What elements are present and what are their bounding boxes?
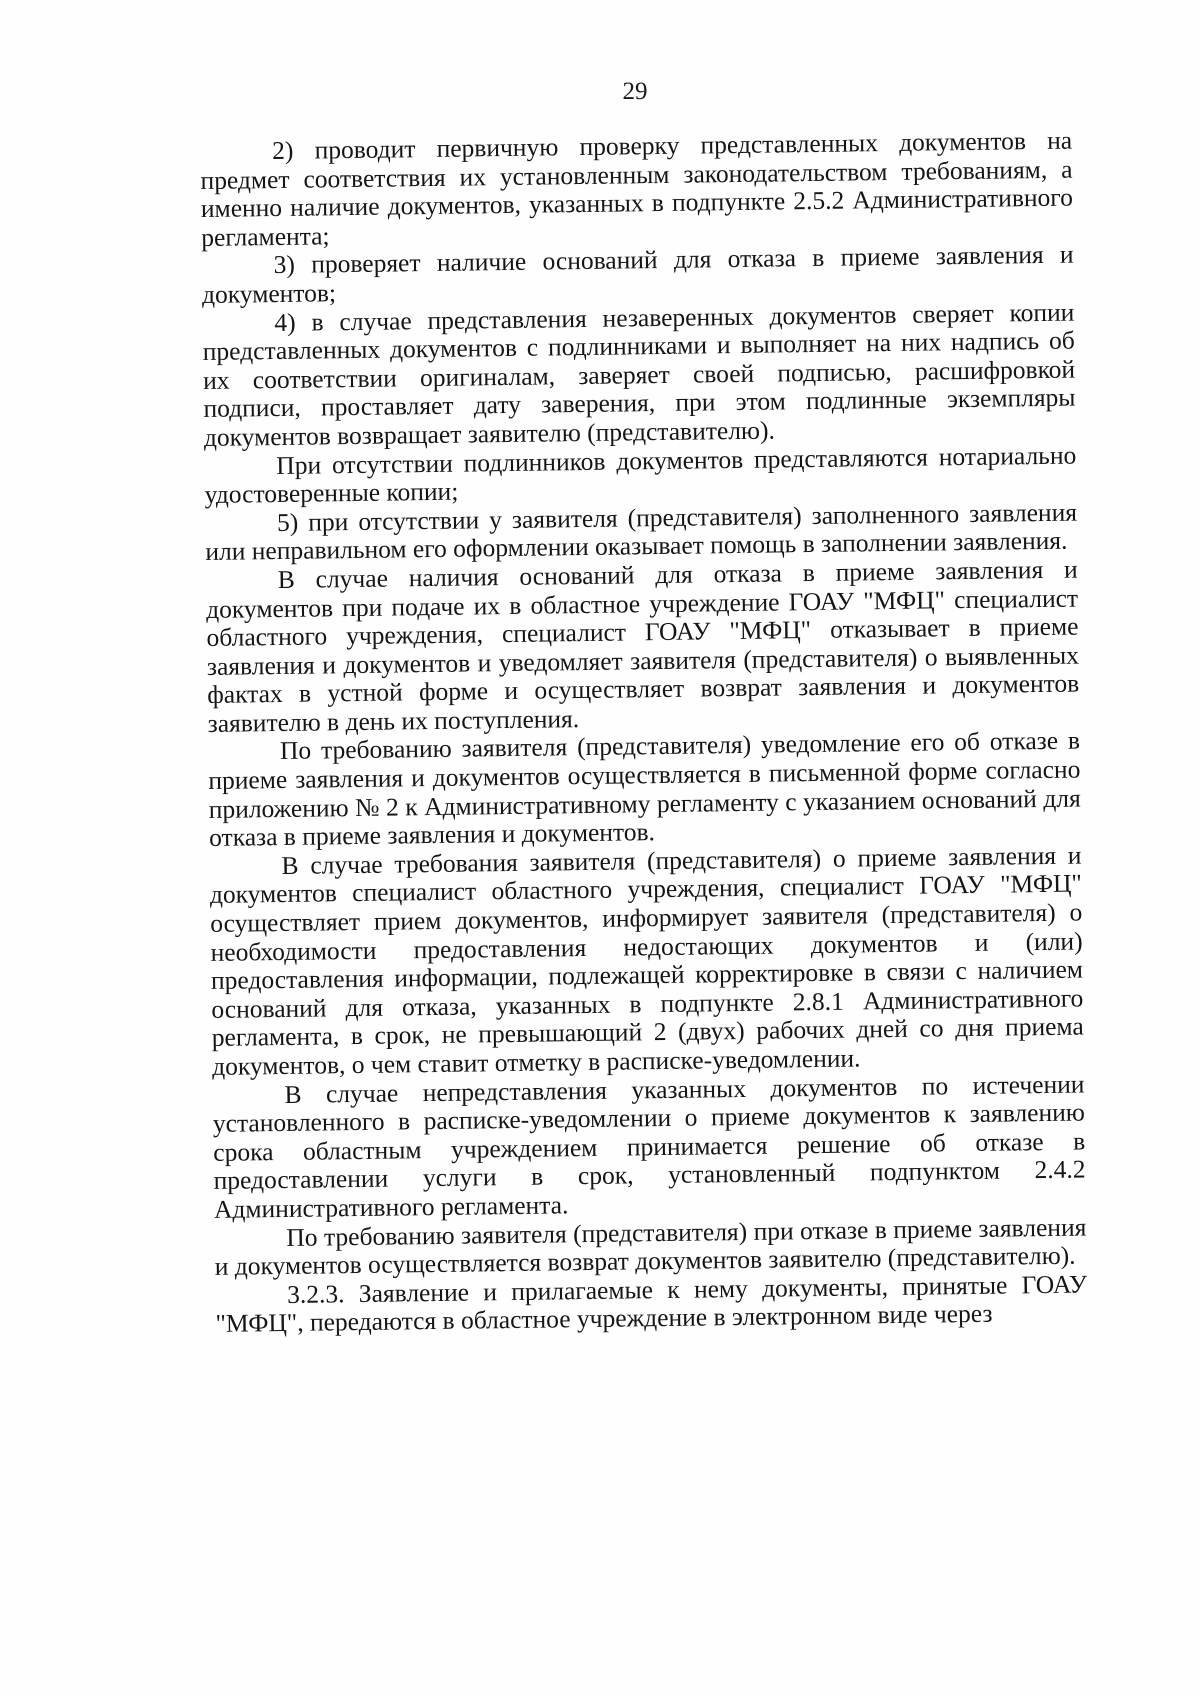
paragraph-item-4: 4) в случае представления незаверенных документов сверяет копии представленных документов с подлинниками и выполняет на них надпись об их соответствии оригиналам, заверяет своей подписью, расшифровкой подписи, проставляет дату заверения, при этом подлинные экземпляры документов возвращает заявителю (представителю). <box>202 297 1076 452</box>
paragraph-item-5: 5) при отсутствии у заявителя (представителя) заполненного заявления или неправильном его оформлении оказывает помощь в заполнении заявления. <box>205 497 1078 567</box>
paragraph-documents-return: По требованию заявителя (представителя) при отказе в приеме заявления и документов осуществляется возврат документов заявителю (представителю). <box>214 1212 1087 1282</box>
paragraph-non-submission: В случае непредставления указанных документов по истечении установленного в расписке-уведомлении о приеме документов к заявлению срока областным учреждением принимается решение об отказе в предоставлении услуги в срок, установленный подпунктом 2.4.2 Административного регламента. <box>212 1069 1086 1224</box>
paragraph-notarized-copies: При отсутствии подлинников документов представляются нотариально удостоверенные копии; <box>204 440 1077 510</box>
paragraph-item-2: 2) проводит первичную проверку представленных документов на предмет соответствия их установленным законодательством требованиям, а именно наличие документов, указанных в подпункте 2.5.2 Административного регламента; <box>200 125 1074 252</box>
paragraph-acceptance-request: В случае требования заявителя (представителя) о приеме заявления и документов специалист областного учреждения, специалист ГОАУ "МФЦ" осуществляет прием документов, информирует заявителя (представителя) о необходимости предоставления недостающих документов и (или) предоставления информации, подлежащей корректировке в связи с наличием оснований для отказа, указанных в подпункте 2.8.1 Административного регламента, в срок, не превышающий 2 (двух) рабочих дней со дня приема документов, о чем ставит отметку в расписке-уведомлении. <box>209 840 1084 1081</box>
paragraph-item-3: 3) проверяет наличие оснований для отказа в приеме заявления и документов; <box>201 239 1074 309</box>
paragraph-written-notice: По требованию заявителя (представителя) уведомление его об отказе в приеме заявления и документов осуществляется в письменной форме согласно приложению № 2 к Административному регламенту с указанием оснований для отказа в приеме заявления и документов. <box>208 726 1081 853</box>
document-body <box>200 127 1088 1339</box>
paragraph-section-3-2-3: 3.2.3. Заявление и прилагаемые к нему документы, принятые ГОАУ "МФЦ", передаются в областное учреждение в электронном виде через <box>215 1269 1088 1339</box>
paragraph-refusal-grounds: В случае наличия оснований для отказа в приеме заявления и документов при подаче их в областное учреждение ГОАУ "МФЦ" специалист областного учреждения, специалист ГОАУ "МФЦ" отказывает в приеме заявления и документов и уведомляет заявителя (представителя) о выявленных фактах в устной форме и осуществляет возврат заявления и документов заявителю в день их поступления. <box>205 554 1080 738</box>
page-number: 29 <box>622 78 648 105</box>
